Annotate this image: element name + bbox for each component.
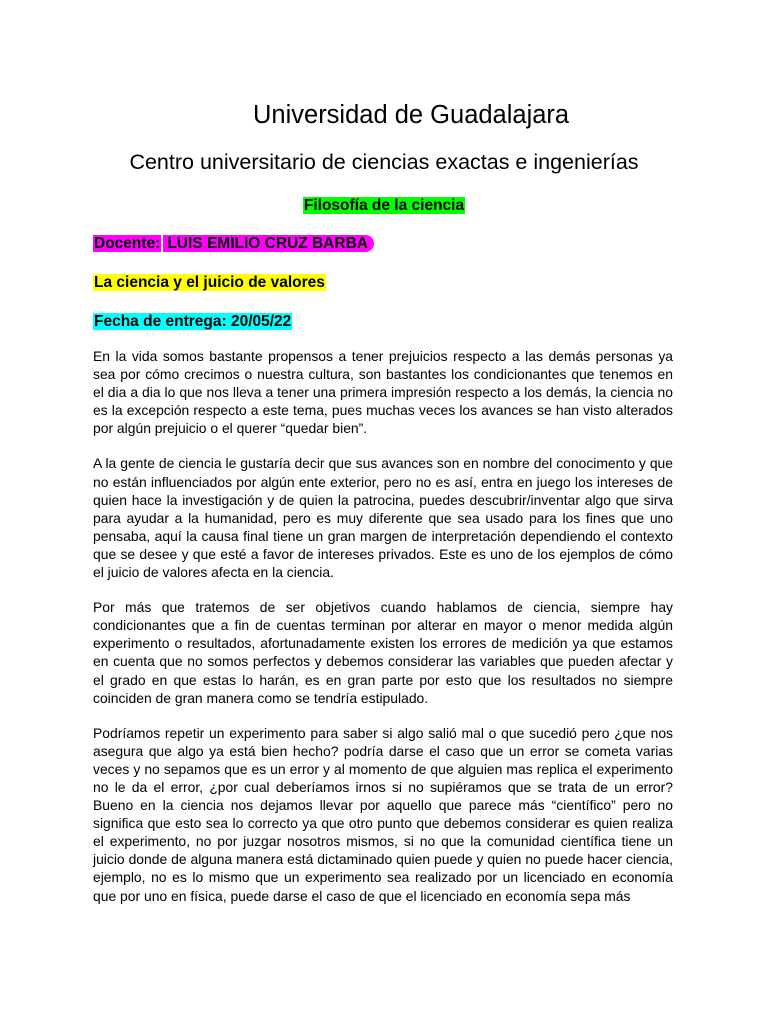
center-subtitle: Centro universitario de ciencias exactas e ingenierías (129, 150, 639, 174)
due-date-line (93, 312, 292, 332)
course-line (0, 196, 768, 216)
paragraph-2: A la gente de ciencia le gustaría decir que sus avances son en nombre del conocimento y que no están influenciados por algún ente exterior, pero no es así, entra en juego los intereses de quien hace la investigación y de quien la patrocina, puedes descubrir/inventar algo que sirva para ayudar a la humanidad, pero es muy diferente que sea usado para los fines que uno pensaba, aquí la causa final tiene un gran margen de interpretación dependiendo el contexto que se desee y que esté a favor de intereses privados. Este es uno de los ejemplos de cómo el juicio de valores afecta en la ciencia. (93, 455, 673, 581)
paragraph-3: Por más que tratemos de ser objetivos cuando hablamos de ciencia, siempre hay condicionantes que a fin de cuentas terminan por alterar en mayor o menor medida algún experimento o resultados, afortunadamente existen los errores de medición ya que estamos en cuenta que no somos perfectos y debemos considerar las variables que pueden afectar y el grado en que estas lo harán, es en gran parte por esto que los resultados no siempre coinciden de gran manera como se tendría estipulado. (93, 599, 673, 706)
teacher-label: Docente: (94, 235, 161, 252)
due-date: Fecha de entrega: 20/05/22 (94, 313, 292, 330)
topic-title: La ciencia y el juicio de valores (94, 274, 325, 291)
teacher-name: LUIS EMILIO CRUZ BARBA (163, 235, 374, 252)
course-name: Filosofía de la ciencia (303, 197, 465, 214)
essay-body (93, 347, 673, 922)
paragraph-1: En la vida somos bastante propensos a tener prejuicios respecto a las demás personas ya sea por cómo crecimos o nuestra cultura, son bastantes los condicionantes que tenemos en el dia a dia lo que nos lleva a tener una primera impresión respecto a los demás, la ciencia no es la excepción respecto a este tema, pues muchas veces los avances se han visto alterados por algún prejuicio o el querer “quedar bien”. (93, 348, 673, 437)
university-title: Universidad de Guadalajara (253, 101, 570, 129)
topic-line (93, 273, 326, 293)
paragraph-4: Podríamos repetir un experimento para saber si algo salió mal o que sucedió pero ¿que nos asegura que algo ya está bien hecho? podría darse el caso que un error se cometa varias veces y no sepamos que es un error y al momento de que alguien mas replica el experimento no le da el error, ¿por cual deberíamos irnos si no supiéramos que se trata de un error? Bueno en la ciencia nos dejamos llevar por aquello que parece más “científico” pero no significa que esto sea lo correcto ya que otro punto que debemos considerar es quien realiza el experimento, no por juzgar nosotros mismos, si no que la comunidad científica tiene un juicio donde de alguna manera está dictaminado quien puede y quien no puede hacer ciencia, ejemplo, no es lo mismo que un experimento sea realizado por un licenciado en economía que por uno en física, puede darse el caso de que el licenciado en economía sepa más (93, 724, 673, 904)
teacher-line (93, 234, 374, 254)
